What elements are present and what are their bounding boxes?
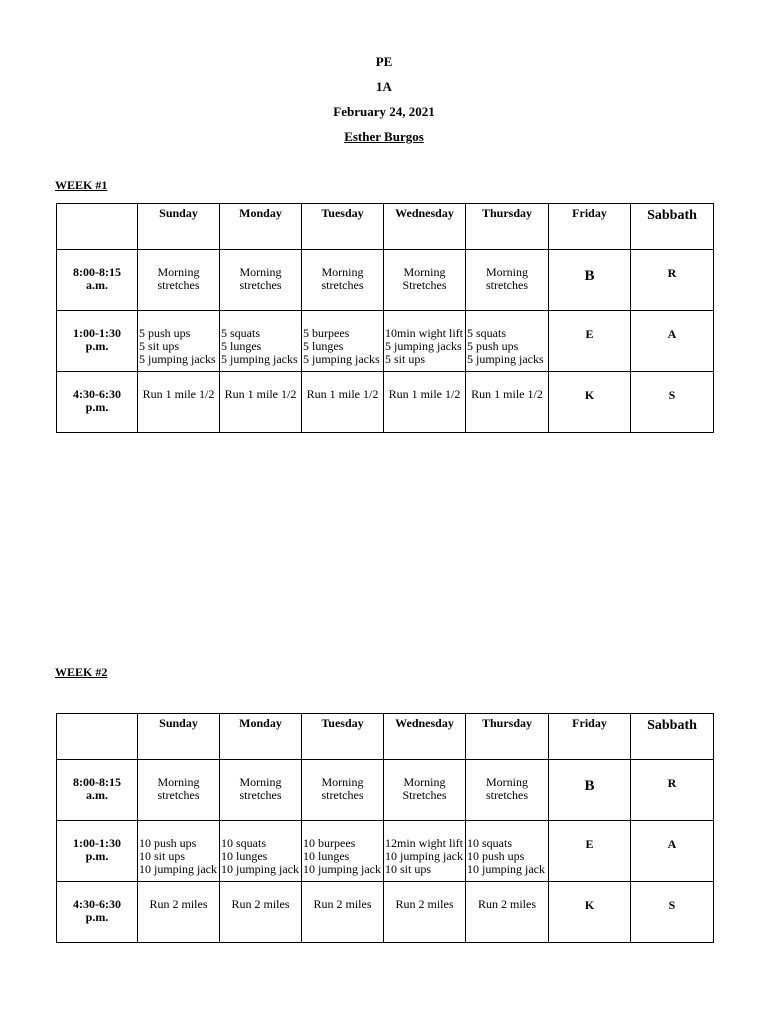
date-title: February 24, 2021	[333, 104, 435, 119]
activity-cell: Run 1 mile 1/2	[384, 372, 466, 433]
student-name: Esther Burgos	[344, 129, 424, 144]
table-row	[57, 372, 714, 433]
activity-cell: Run 2 miles	[466, 882, 549, 943]
day-header-thursday: Thursday	[466, 714, 549, 760]
activity-cell: Morning stretches	[138, 760, 220, 821]
day-header-friday: Friday	[549, 714, 631, 760]
day-header-monday: Monday	[220, 714, 302, 760]
day-header-monday: Monday	[220, 204, 302, 250]
activity-cell: Morning stretches	[220, 760, 302, 821]
activity-cell: 5 squats 5 push ups 5 jumping jacks	[466, 311, 549, 372]
activity-cell: 10 squats 10 push ups 10 jumping jack	[466, 821, 549, 882]
sabbath-letter: A	[631, 311, 714, 372]
friday-letter: E	[549, 821, 631, 882]
time-slot: 1:00-1:30 p.m.	[57, 821, 138, 882]
table-row	[57, 311, 714, 372]
activity-cell: Run 1 mile 1/2	[302, 372, 384, 433]
sabbath-letter: S	[631, 882, 714, 943]
sabbath-letter: A	[631, 821, 714, 882]
time-slot: 8:00-8:15 a.m.	[57, 760, 138, 821]
activity-cell: 10min wight lift 5 jumping jacks 5 sit ups	[384, 311, 466, 372]
activity-cell: Run 2 miles	[138, 882, 220, 943]
day-header-tuesday: Tuesday	[302, 714, 384, 760]
day-header-sunday: Sunday	[138, 204, 220, 250]
activity-cell: Run 1 mile 1/2	[466, 372, 549, 433]
activity-cell: Run 2 miles	[220, 882, 302, 943]
corner-cell	[57, 204, 138, 250]
activity-cell: Run 2 miles	[384, 882, 466, 943]
grade-title: 1A	[376, 79, 392, 94]
activity-cell: Morning stretches	[220, 250, 302, 311]
day-header-wednesday: Wednesday	[384, 714, 466, 760]
activity-cell: 10 burpees 10 lunges 10 jumping jack	[302, 821, 384, 882]
day-header-sunday: Sunday	[138, 714, 220, 760]
table-row	[57, 250, 714, 311]
sabbath-letter: S	[631, 372, 714, 433]
friday-letter: E	[549, 311, 631, 372]
activity-cell: 5 burpees 5 lunges 5 jumping jacks	[302, 311, 384, 372]
day-header-sabbath: Sabbath	[631, 204, 714, 250]
activity-cell: Morning stretches	[302, 760, 384, 821]
subject-title: PE	[375, 54, 393, 69]
table-row	[57, 821, 714, 882]
sabbath-letter: R	[631, 760, 714, 821]
activity-cell: Morning stretches	[466, 250, 549, 311]
week1-label: WEEK #1	[55, 178, 108, 192]
activity-cell: Run 2 miles	[302, 882, 384, 943]
activity-cell: Run 1 mile 1/2	[138, 372, 220, 433]
friday-letter: B	[549, 250, 631, 311]
activity-cell: 12min wight lift 10 jumping jack 10 sit ups	[384, 821, 466, 882]
time-slot: 1:00-1:30 p.m.	[57, 311, 138, 372]
friday-letter: B	[549, 760, 631, 821]
time-slot: 4:30-6:30 p.m.	[57, 372, 138, 433]
day-header-sabbath: Sabbath	[631, 714, 714, 760]
day-header-friday: Friday	[549, 204, 631, 250]
friday-letter: K	[549, 882, 631, 943]
activity-cell: 10 push ups 10 sit ups 10 jumping jack	[138, 821, 220, 882]
day-header-tuesday: Tuesday	[302, 204, 384, 250]
table-row	[57, 760, 714, 821]
week2-header-row	[57, 714, 714, 760]
activity-cell: 10 squats 10 lunges 10 jumping jack	[220, 821, 302, 882]
day-header-wednesday: Wednesday	[384, 204, 466, 250]
week2-label: WEEK #2	[55, 665, 108, 679]
day-header-thursday: Thursday	[466, 204, 549, 250]
week2-schedule-table	[56, 713, 714, 943]
sabbath-letter: R	[631, 250, 714, 311]
activity-cell: Morning Stretches	[384, 760, 466, 821]
table-row	[57, 882, 714, 943]
activity-cell: Morning stretches	[302, 250, 384, 311]
activity-cell: 5 squats 5 lunges 5 jumping jacks	[220, 311, 302, 372]
week1-header-row	[57, 204, 714, 250]
friday-letter: K	[549, 372, 631, 433]
activity-cell: 5 push ups 5 sit ups 5 jumping jacks	[138, 311, 220, 372]
time-slot: 4:30-6:30 p.m.	[57, 882, 138, 943]
activity-cell: Morning stretches	[466, 760, 549, 821]
corner-cell	[57, 714, 138, 760]
activity-cell: Morning stretches	[138, 250, 220, 311]
time-slot: 8:00-8:15 a.m.	[57, 250, 138, 311]
activity-cell: Run 1 mile 1/2	[220, 372, 302, 433]
week1-schedule-table	[56, 203, 714, 433]
activity-cell: Morning Stretches	[384, 250, 466, 311]
